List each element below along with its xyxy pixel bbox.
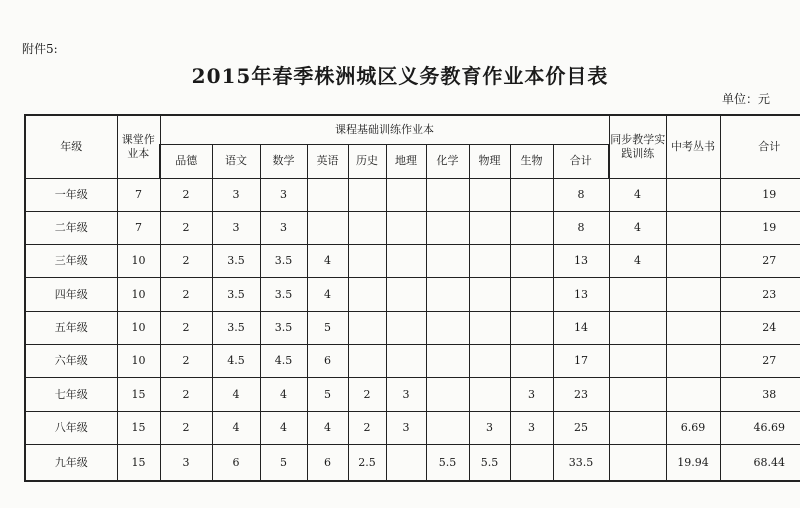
table-row <box>25 378 800 411</box>
subject-cell: 3.5 <box>212 278 260 311</box>
subject-cell: 3 <box>160 444 212 481</box>
subject-cell: 5 <box>307 378 348 411</box>
subject-cell: 5.5 <box>469 444 510 481</box>
header-classroom: 课堂作业本 <box>117 115 160 178</box>
subject-cell: 3 <box>260 178 307 211</box>
subject-cell <box>348 178 386 211</box>
subtotal-cell: 8 <box>553 211 609 244</box>
subtotal-cell: 8 <box>553 178 609 211</box>
subject-cell: 3 <box>260 211 307 244</box>
subject-cell <box>386 178 426 211</box>
subject-cell: 4.5 <box>212 344 260 377</box>
subject-cell <box>469 278 510 311</box>
total-cell: 27 <box>720 344 800 377</box>
subject-cell <box>386 344 426 377</box>
subject-cell <box>510 444 553 481</box>
subject-cell <box>426 211 469 244</box>
subtotal-cell: 13 <box>553 245 609 278</box>
subject-cell: 2 <box>160 311 212 344</box>
subject-cell: 4 <box>212 378 260 411</box>
table-body <box>25 178 800 481</box>
header-subject: 地理 <box>386 144 426 178</box>
subject-cell: 2 <box>160 211 212 244</box>
subject-cell <box>348 344 386 377</box>
classroom-cell: 15 <box>117 444 160 481</box>
header-subject: 英语 <box>307 144 348 178</box>
header-total: 合计 <box>720 115 800 178</box>
subject-cell: 4.5 <box>260 344 307 377</box>
table-row <box>25 444 800 481</box>
table-row <box>25 278 800 311</box>
subject-cell: 4 <box>260 411 307 444</box>
classroom-cell: 10 <box>117 245 160 278</box>
total-cell: 19 <box>720 211 800 244</box>
subject-cell: 5 <box>307 311 348 344</box>
subject-cell <box>307 178 348 211</box>
grade-cell: 五年级 <box>25 311 117 344</box>
classroom-cell: 10 <box>117 344 160 377</box>
header-grade: 年级 <box>25 115 117 178</box>
table-row <box>25 245 800 278</box>
subject-cell <box>348 245 386 278</box>
sync-cell <box>609 344 666 377</box>
classroom-cell: 7 <box>117 178 160 211</box>
page-title: 2015年春季株洲城区义务教育作业本价目表 <box>191 64 609 88</box>
header-subject: 生物 <box>510 144 553 178</box>
header-subtotal: 合计 <box>553 144 609 178</box>
subject-cell: 2.5 <box>348 444 386 481</box>
subject-cell: 3 <box>510 378 553 411</box>
sync-cell <box>609 278 666 311</box>
subject-cell <box>426 178 469 211</box>
grade-cell: 三年级 <box>25 245 117 278</box>
subject-cell <box>510 178 553 211</box>
subject-cell <box>426 245 469 278</box>
subject-cell <box>348 211 386 244</box>
subject-cell: 2 <box>160 378 212 411</box>
subject-cell <box>510 245 553 278</box>
subject-cell: 2 <box>160 178 212 211</box>
classroom-cell: 15 <box>117 378 160 411</box>
total-cell: 23 <box>720 278 800 311</box>
sync-cell <box>609 378 666 411</box>
subject-cell: 5.5 <box>426 444 469 481</box>
zhongkao-cell <box>666 245 720 278</box>
total-cell: 24 <box>720 311 800 344</box>
header-subject: 品德 <box>160 144 212 178</box>
header-basic-training: 课程基础训练作业本 <box>160 115 609 144</box>
table-row <box>25 344 800 377</box>
classroom-cell: 7 <box>117 211 160 244</box>
table-row <box>25 178 800 211</box>
header-subject: 历史 <box>348 144 386 178</box>
table-row <box>25 411 800 444</box>
subject-cell: 6 <box>307 444 348 481</box>
subject-cell: 4 <box>307 245 348 278</box>
sync-cell: 4 <box>609 245 666 278</box>
classroom-cell: 10 <box>117 311 160 344</box>
subtotal-cell: 23 <box>553 378 609 411</box>
zhongkao-cell <box>666 211 720 244</box>
grade-cell: 六年级 <box>25 344 117 377</box>
subject-cell <box>386 444 426 481</box>
zhongkao-cell <box>666 344 720 377</box>
subject-cell <box>510 344 553 377</box>
subject-cell: 5 <box>260 444 307 481</box>
subject-cell <box>426 344 469 377</box>
subtotal-cell: 13 <box>553 278 609 311</box>
grade-cell: 七年级 <box>25 378 117 411</box>
subject-cell <box>386 311 426 344</box>
subject-cell: 2 <box>348 411 386 444</box>
subject-cell: 3 <box>386 378 426 411</box>
grade-cell: 四年级 <box>25 278 117 311</box>
sync-cell <box>609 411 666 444</box>
subject-cell <box>510 311 553 344</box>
grade-cell: 八年级 <box>25 411 117 444</box>
classroom-cell: 10 <box>117 278 160 311</box>
subject-cell: 3.5 <box>260 311 307 344</box>
sync-cell: 4 <box>609 178 666 211</box>
header-subject: 语文 <box>212 144 260 178</box>
total-cell: 68.44 <box>720 444 800 481</box>
subject-cell <box>469 245 510 278</box>
subject-cell <box>469 211 510 244</box>
subject-cell: 6 <box>212 444 260 481</box>
subject-cell: 2 <box>160 411 212 444</box>
subject-cell: 3.5 <box>260 278 307 311</box>
unit-label: 单位：元 <box>721 92 770 106</box>
price-table <box>24 114 800 482</box>
header-subject: 物理 <box>469 144 510 178</box>
subtotal-cell: 17 <box>553 344 609 377</box>
subtotal-cell: 14 <box>553 311 609 344</box>
zhongkao-cell <box>666 278 720 311</box>
subject-cell <box>386 211 426 244</box>
sync-cell <box>609 311 666 344</box>
subject-cell: 3 <box>510 411 553 444</box>
subject-cell <box>307 211 348 244</box>
subject-cell <box>386 245 426 278</box>
classroom-cell: 15 <box>117 411 160 444</box>
attachment-label: 附件5: <box>22 42 58 56</box>
subject-cell <box>426 378 469 411</box>
subject-cell <box>426 411 469 444</box>
header-row-1 <box>25 115 800 144</box>
zhongkao-cell: 19.94 <box>666 444 720 481</box>
grade-cell: 二年级 <box>25 211 117 244</box>
subject-cell: 2 <box>160 245 212 278</box>
subject-cell <box>348 311 386 344</box>
subject-cell: 3.5 <box>260 245 307 278</box>
subject-cell: 4 <box>212 411 260 444</box>
header-zhongkao: 中考丛书 <box>666 115 720 178</box>
subject-cell <box>469 178 510 211</box>
total-cell: 46.69 <box>720 411 800 444</box>
grade-cell: 九年级 <box>25 444 117 481</box>
subject-cell: 4 <box>307 278 348 311</box>
header-subject: 化学 <box>426 144 469 178</box>
subject-cell: 3 <box>469 411 510 444</box>
total-cell: 19 <box>720 178 800 211</box>
zhongkao-cell <box>666 311 720 344</box>
subject-cell: 3.5 <box>212 245 260 278</box>
header-sync-practice: 同步教学实践训练 <box>609 115 666 178</box>
subtotal-cell: 25 <box>553 411 609 444</box>
subject-cell: 6 <box>307 344 348 377</box>
subject-cell: 3 <box>212 178 260 211</box>
total-cell: 27 <box>720 245 800 278</box>
grade-cell: 一年级 <box>25 178 117 211</box>
subject-cell <box>426 311 469 344</box>
subject-cell <box>348 278 386 311</box>
total-cell: 38 <box>720 378 800 411</box>
sync-cell: 4 <box>609 211 666 244</box>
subject-cell: 4 <box>307 411 348 444</box>
subject-cell <box>469 311 510 344</box>
header-subject: 数学 <box>260 144 307 178</box>
subject-cell: 2 <box>160 278 212 311</box>
subject-cell: 3 <box>212 211 260 244</box>
zhongkao-cell: 6.69 <box>666 411 720 444</box>
zhongkao-cell <box>666 378 720 411</box>
table-row <box>25 211 800 244</box>
table-row <box>25 311 800 344</box>
subject-cell <box>510 211 553 244</box>
subject-cell: 2 <box>348 378 386 411</box>
subject-cell <box>386 278 426 311</box>
subtotal-cell: 33.5 <box>553 444 609 481</box>
subject-cell: 2 <box>160 344 212 377</box>
subject-cell: 3 <box>386 411 426 444</box>
sync-cell <box>609 444 666 481</box>
zhongkao-cell <box>666 178 720 211</box>
subject-cell <box>426 278 469 311</box>
subject-cell <box>469 344 510 377</box>
subject-cell: 3.5 <box>212 311 260 344</box>
subject-cell: 4 <box>260 378 307 411</box>
subject-cell <box>469 378 510 411</box>
subject-cell <box>510 278 553 311</box>
